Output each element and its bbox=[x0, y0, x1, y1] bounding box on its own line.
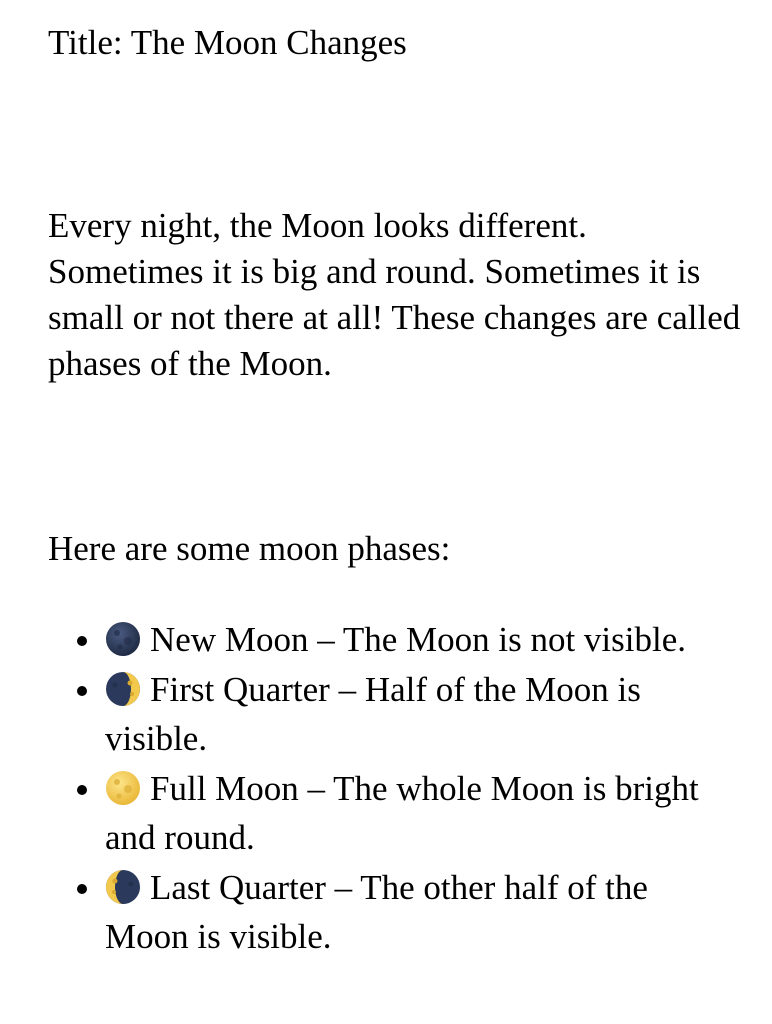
list-item bbox=[0, 615, 772, 664]
list-item bbox=[0, 863, 772, 961]
bullet-icon bbox=[77, 686, 87, 696]
first-quarter-moon-icon bbox=[105, 671, 141, 707]
bullet-icon bbox=[77, 884, 87, 894]
phase-text: Last Quarter – The other half of the Moon is visible. bbox=[105, 868, 648, 956]
phase-text: Full Moon – The whole Moon is bright and round. bbox=[105, 769, 699, 857]
phase-text: First Quarter – Half of the Moon is visible. bbox=[105, 670, 641, 758]
phases-lead-text: Here are some moon phases: bbox=[48, 529, 451, 568]
moon-phase-list bbox=[0, 615, 772, 962]
intro-paragraph: Every night, the Moon looks different. Sometimes it is big and round. Sometimes it is small or not there at all! These changes are called phases of the Moon. bbox=[48, 206, 741, 383]
document-title: Title: The Moon Changes bbox=[48, 23, 407, 62]
list-item bbox=[0, 764, 772, 862]
bullet-icon bbox=[77, 636, 87, 646]
bullet-icon bbox=[77, 785, 87, 795]
list-item bbox=[0, 665, 772, 763]
last-quarter-moon-icon bbox=[105, 869, 141, 905]
new-moon-icon bbox=[105, 621, 141, 657]
phase-text: New Moon – The Moon is not visible. bbox=[150, 620, 687, 659]
full-moon-icon bbox=[105, 770, 141, 806]
